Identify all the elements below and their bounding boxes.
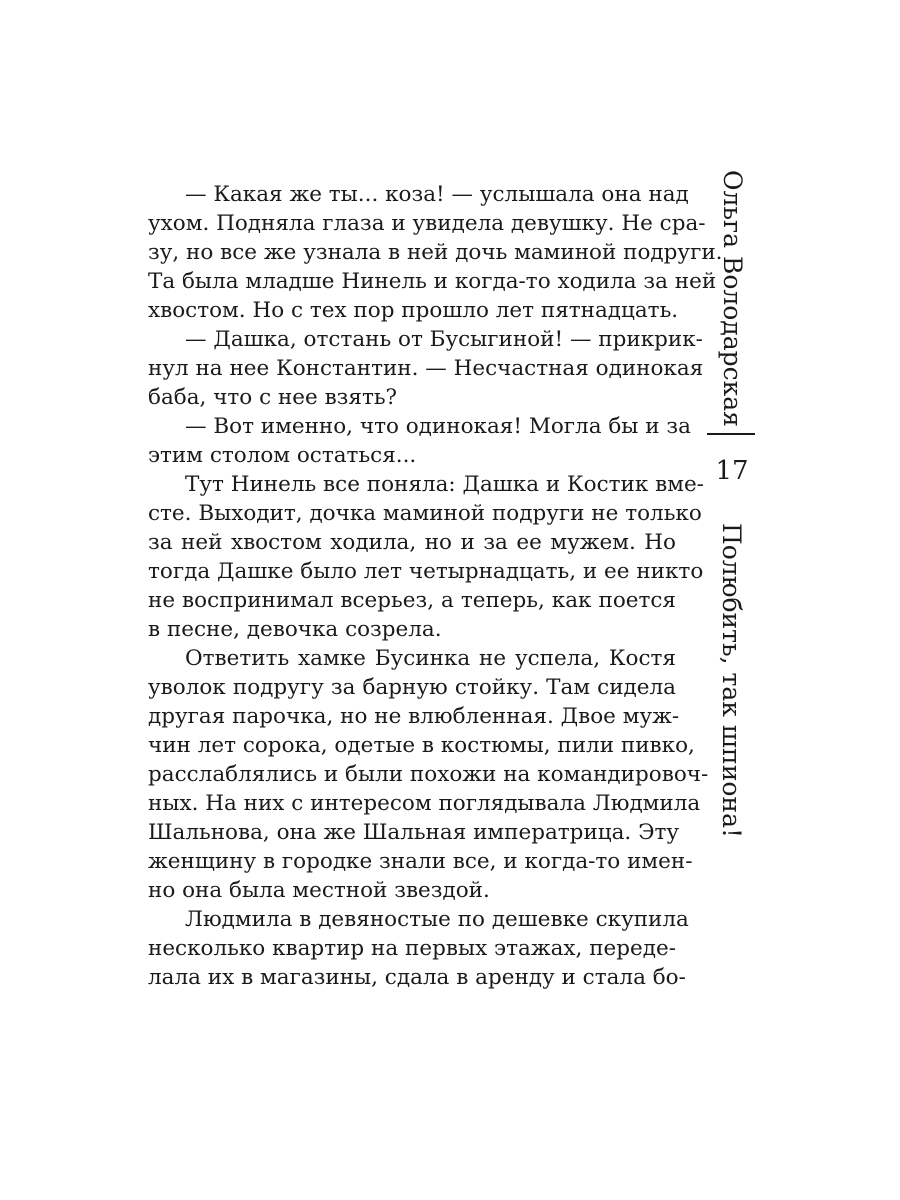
text-line: нул на нее Константин. — Несчастная одинокая bbox=[148, 356, 704, 381]
text-line: — Какая же ты... коза! — услышала она над bbox=[185, 182, 689, 207]
text-line: этим столом остаться... bbox=[148, 443, 417, 468]
text-line: другая парочка, но не влюбленная. Двое муж- bbox=[148, 704, 680, 729]
text-line: чин лет сорока, одетые в костюмы, пили пивко, bbox=[148, 733, 695, 758]
text-line: в песне, девочка созрела. bbox=[148, 617, 442, 642]
text-line: сте. Выходит, дочка маминой подруги не только bbox=[148, 501, 702, 526]
text-line: — Вот именно, что одинокая! Могла бы и за bbox=[185, 414, 691, 439]
text-line: Та была младше Нинель и когда-то ходила за ней bbox=[148, 269, 717, 294]
text-line: женщину в городке знали все, и когда-то имен- bbox=[148, 849, 693, 874]
text-line: лала их в магазины, сдала в аренду и стала бо- bbox=[148, 965, 686, 990]
text-line: ных. На них с интересом поглядывала Людмила bbox=[148, 791, 701, 816]
text-line: несколько квартир на первых этажах, переде- bbox=[148, 936, 676, 961]
running-head-title bbox=[706, 522, 758, 838]
text-line: ухом. Подняла глаза и увидела девушку. Не сра- bbox=[148, 211, 706, 236]
text-line: но она была местной звездой. bbox=[148, 878, 490, 903]
running-head-divider bbox=[707, 433, 755, 435]
page-number: 17 bbox=[715, 456, 749, 486]
text-line: Людмила в девяностые по дешевке скупила bbox=[185, 907, 689, 932]
text-line: — Дашка, отстань от Бусыгиной! — прикрик- bbox=[185, 327, 703, 352]
text-line: Ответить хамке Бусинка не успела, Костя bbox=[185, 646, 676, 671]
running-head-author bbox=[706, 169, 758, 427]
text-line: тогда Дашке было лет четырнадцать, и ее никто bbox=[148, 559, 704, 584]
text-line: за ней хвостом ходила, но и за ее мужем. Но bbox=[148, 530, 676, 555]
book-title: Полюбить, так шпиона! bbox=[717, 522, 747, 838]
text-line: не воспринимал всерьез, а теперь, как поется bbox=[148, 588, 676, 613]
author-name: Ольга Володарская bbox=[717, 169, 747, 427]
text-line: Шальнова, она же Шальная императрица. Эту bbox=[148, 820, 680, 845]
body-text bbox=[148, 180, 723, 992]
text-line: баба, что с нее взять? bbox=[148, 385, 398, 410]
text-line: хвостом. Но с тех пор прошло лет пятнадцать. bbox=[148, 298, 679, 323]
text-line: расслаблялись и были похожи на командировоч- bbox=[148, 762, 709, 787]
text-line: зу, но все же узнала в ней дочь маминой подруги. bbox=[148, 240, 723, 265]
text-line: Тут Нинель все поняла: Дашка и Костик вме- bbox=[185, 472, 704, 497]
text-line: уволок подругу за барную стойку. Там сидела bbox=[148, 675, 676, 700]
